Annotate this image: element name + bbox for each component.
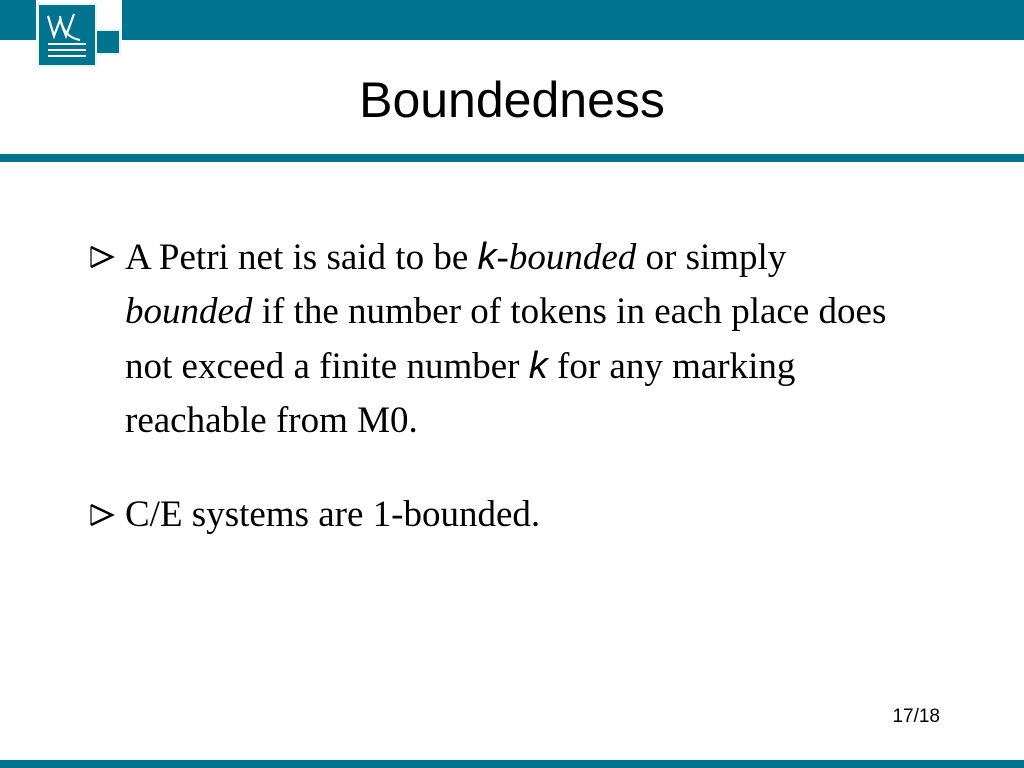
bullet-text-segment: for any marking reachable from M0. <box>125 346 796 441</box>
variable-k: k <box>528 345 548 387</box>
term-bounded: bounded <box>125 291 253 332</box>
bottom-accent-bar <box>0 760 1024 768</box>
term-k-bounded: -bounded <box>496 237 637 278</box>
university-logo-icon <box>36 0 122 70</box>
bullet-text-segment: A Petri net is said to be <box>125 237 478 278</box>
bullet-text-segment: if the number of tokens in each place does not exceed a finite number <box>125 291 887 387</box>
bullet-text-segment: or simply <box>636 237 787 278</box>
bullet-list <box>88 230 918 542</box>
slide-title: Boundedness <box>359 72 665 128</box>
top-accent-bar <box>0 0 1024 40</box>
title-divider <box>0 154 1024 162</box>
variable-k: k <box>477 236 497 278</box>
bullet-item <box>88 488 918 542</box>
arrow-bullet-icon <box>88 502 118 528</box>
page-number: 17/18 <box>892 706 940 727</box>
arrow-bullet-icon <box>88 244 118 270</box>
bullet-text: C/E systems are 1-bounded. <box>125 494 541 535</box>
bullet-item <box>88 230 918 448</box>
